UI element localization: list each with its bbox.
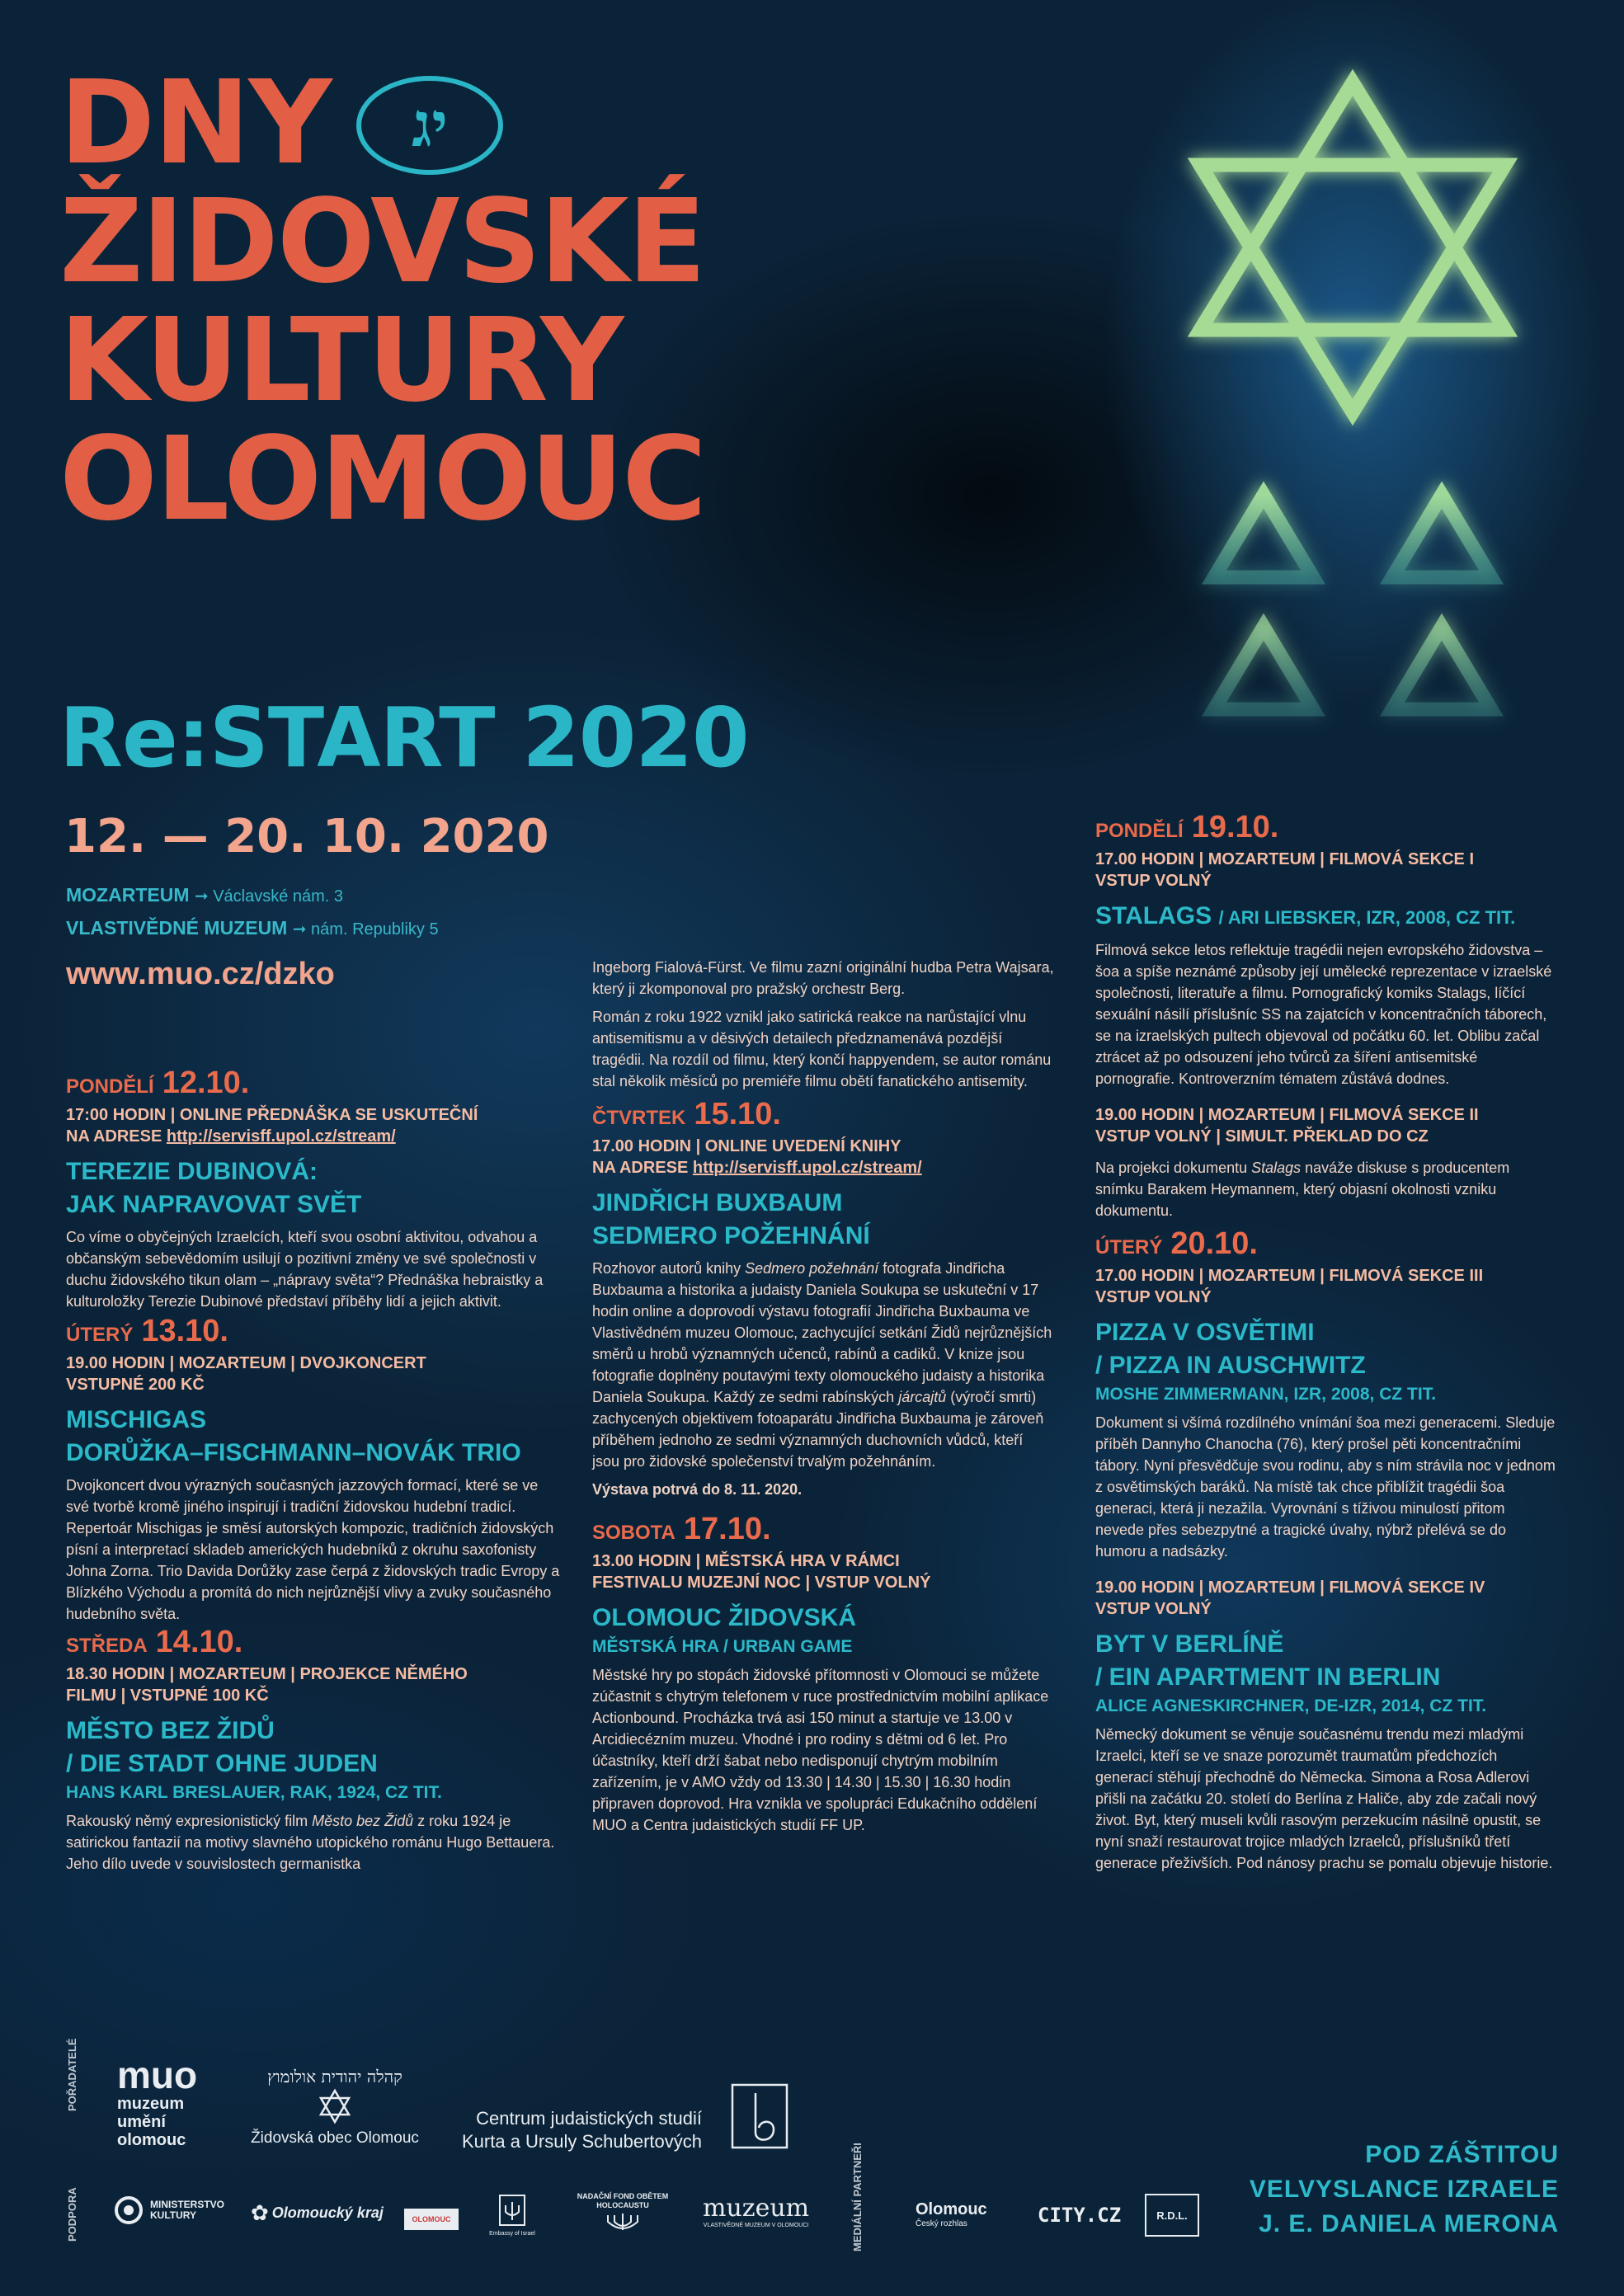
event-entry: VSTUP VOLNÝ xyxy=(1095,1600,1212,1618)
title-line: MĚSTO BEZ ŽIDŮ xyxy=(66,1717,275,1744)
event-address-label: NA ADRESE xyxy=(592,1159,689,1177)
cesky-rozhlas-olomouc-logo xyxy=(916,2200,987,2228)
event-subtitle: MĚSTSKÁ HRA / URBAN GAME xyxy=(592,1637,853,1656)
centre-name-line: Kurta a Ursuly Schubertových xyxy=(462,2131,703,2152)
venue-address: ➞ nám. Republiky 5 xyxy=(292,920,439,939)
vlastivedne-muzeum-logo xyxy=(703,2194,809,2228)
day-name: ČTVRTEK xyxy=(592,1107,686,1129)
sponsor-name: OLOMOUC xyxy=(412,2215,451,2223)
event-entry: VSTUP VOLNÝ xyxy=(1095,872,1212,890)
film-credits: ALICE AGNESKIRCHNER, DE-IZR, 2014, CZ TIT. xyxy=(1095,1696,1487,1715)
event-entry: VSTUP VOLNÝ | SIMULT. PŘEKLAD DO CZ xyxy=(1095,1127,1429,1146)
media-partners-label: MEDIÁLNÍ PARTNEŘI xyxy=(851,2143,864,2251)
muo-logo xyxy=(117,2055,197,2149)
holocaust-fund-logo xyxy=(561,2192,685,2236)
exhibition-note: Výstava potrvá do 8. 11. 2020. xyxy=(592,1481,803,1498)
patronage-note xyxy=(1188,2138,1559,2242)
event-day xyxy=(66,1314,561,1348)
event-description-2: Německý dokument se věnuje současnému trendu mezi mladými Izraelci, kteří se ve snaze porozumět traumatům předchozích generací stěhují přechodně do Německa. Simona a Rosa Adlerovi přišli na začátku 20. století do Berlína z Haliče, aby zde začali nový život. Byt, který museli kvůli rasovým perzekucím násilně opustit, se nyní snaží restaurovat trojice mladých Izraelců, příslušníků třetí generace přeživších. Pod nánosy prachu se pomalu objevuje historie. xyxy=(1095,1726,1553,1871)
stream-link[interactable]: http://servisff.upol.cz/stream/ xyxy=(166,1127,396,1146)
day-name: PONDĚLÍ xyxy=(66,1075,154,1098)
event-title xyxy=(66,1715,561,1781)
title-line-2: ŽIDOVSKÉ xyxy=(59,175,705,309)
venue-name: MOZARTEUM xyxy=(66,884,190,906)
day-name: ÚTERÝ xyxy=(66,1324,134,1346)
title-line: SEDMERO POŽEHNÁNÍ xyxy=(592,1222,870,1249)
community-hebrew-name: קהלה יהודית אולומוץ xyxy=(267,2067,402,2087)
event-day xyxy=(1095,810,1557,845)
event-price: FILMU | VSTUPNÉ 100 KČ xyxy=(66,1687,269,1705)
venue-museum xyxy=(66,917,439,939)
event-mon12 xyxy=(66,1066,561,1312)
event-info xyxy=(1095,849,1557,892)
media-subname: Český rozhlas xyxy=(916,2219,967,2228)
flower-icon: ✿ xyxy=(251,2200,269,2225)
event-entry: FESTIVALU MUZEJNÍ NOC | VSTUP VOLNÝ xyxy=(592,1574,931,1592)
title-line: MISCHIGAS xyxy=(66,1406,207,1433)
title-line: JAK NAPRAVOVAT SVĚT xyxy=(66,1191,362,1218)
event-time-type: 17.00 HODIN | MOZARTEUM | FILMOVÁ SEKCE III xyxy=(1095,1267,1484,1285)
program-column-3 xyxy=(1095,810,1557,1880)
film-title-italic: Město bez Židů xyxy=(312,1813,414,1829)
day-date: 12.10. xyxy=(162,1066,250,1100)
event-description: Dokument si všímá rozdílného vnímání šoa mezi generacemi. Sleduje příběh Dannyho Chanocha (76), který prošel pěti koncentračními tábory. Nyní přesvědčuje svou rodinu, aby s ním strávila noc v jednom z osvětimských baráků. Na místě tak chce přiblížit tragédii šoa generaci, která ji nezažila. Vyrovnání s tíživou minulostí přitom nevede přes sebezpytné a tragické úvahy, nýbrž přelévá se do humoru a nadsázky. xyxy=(1095,1414,1556,1560)
program-column-1 xyxy=(66,1066,561,1881)
event-sat17 xyxy=(592,1512,1054,1836)
support-label: PODPORA xyxy=(66,2187,78,2242)
event-wed14 xyxy=(66,1625,561,1875)
sponsor-name: Embassy of Israel xyxy=(489,2231,535,2237)
event-entry: VSTUP VOLNÝ xyxy=(1095,1288,1212,1306)
sponsor-name: NADAČNÍ FOND OBĚTEM HOLOCAUSTU xyxy=(577,2192,669,2209)
day-name: SOBOTA xyxy=(592,1522,675,1544)
event-description: Rozhovor autorů knihy Sedmero požehnání fotografa Jindřicha Buxbauma a historika a judaisty Daniela Soukupa se uskuteční v 17 hodin online a doprovodí výstavu fotografií Jindřicha Buxbauma ve Vlastivědném muzeu Olomouc, zachycující setkání Židů nejrůznějších směrů u hrobů významných učenců, rabínů a cadiků. V knize jsou fotografie doplněny poutavými texty olomouckého judaisty a historika Daniela Soukupa. Každý ze sedmi rabínských járcajtů (výročí smrti) zachycených objektivem fotoaparátu Jindřicha Buxbauma je zároveň příběhem jednoho ze sedmi významných duchovních vůdců, kteří jsou pro židovské společenství trvalým požehnáním. xyxy=(592,1260,1052,1470)
book-title-italic: Sedmero požehnání xyxy=(745,1260,879,1277)
event-description: Rakouský němý expresionistický film Město bez Židů z roku 1924 je satirickou fantazií na motivy slavného utopického románu Hugo Bettauera. Jeho dílo uvede v souvislostech germanistka xyxy=(66,1813,555,1872)
event-price: VSTUPNÉ 200 KČ xyxy=(66,1376,205,1394)
olomouc-city-logo xyxy=(404,2209,459,2230)
title-line: DORŮŽKA–FISCHMANN–NOVÁK TRIO xyxy=(66,1439,521,1466)
sponsor-name: Olomoucký kraj xyxy=(271,2204,384,2221)
title-line: JINDŘICH BUXBAUM xyxy=(592,1189,843,1216)
festival-website-link[interactable]: www.muo.cz/dzko xyxy=(66,957,335,991)
title-line: / EIN APARTMENT IN BERLIN xyxy=(1095,1663,1441,1691)
event-description-continued: Ingeborg Fialová-Fürst. Ve filmu zazní originální hudba Petra Wajsara, který ji zkomponoval pro pražský orchestr Berg. xyxy=(592,959,1054,997)
event-title xyxy=(66,1155,561,1221)
event-description: Co víme o obyčejných Izraelcích, kteří svou osobní aktivitou, odvahou a občanským sebevědomím usilují o pozitivní změny ve své společnosti v duchu židovského tikun olam – „nápravy světa“? Přednáška hebraistky a kulturoložky Terezie Dubinové představí příběhy lidí a jejich aktivit. xyxy=(66,1229,544,1310)
title-line-3: KULTURY xyxy=(59,294,623,428)
event-day xyxy=(592,1512,1054,1546)
event-info-2 xyxy=(1095,1104,1557,1147)
event-info xyxy=(1095,1265,1557,1308)
patronage-line: J. E. DANIELA MERONA xyxy=(1259,2210,1559,2237)
event-description: Filmová sekce letos reflektuje tragédii nejen evropského židovstva – šoa a spíše neznámé způsoby její umělecké reprezentace v izraelské společnosti, literatuře a filmu. Pornografický komiks Stalags, líčící sexuální násilí příslušníc SS na zajatcích v koncentračních táborech, se na izraelských pultech objevoval od počátku 60. let. Oblibu začal ztrácet až po odsouzení jeho tvůrců za šíření antisemitské pornografie. Kontroverzním tématem zůstává dodnes. xyxy=(1095,942,1552,1087)
term-italic: járcajtů xyxy=(898,1389,947,1405)
title-line: / PIZZA IN AUSCHWITZ xyxy=(1095,1352,1366,1379)
stream-link[interactable]: http://servisff.upol.cz/stream/ xyxy=(692,1159,922,1177)
event-time-type: 17.00 HODIN | MOZARTEUM | FILMOVÁ SEKCE I xyxy=(1095,850,1475,868)
media-name: Olomouc xyxy=(916,2200,987,2218)
jewish-community-logo xyxy=(244,2067,426,2148)
festival-dates: 12. — 20. 10. 2020 xyxy=(64,810,549,863)
olomoucky-kraj-logo xyxy=(251,2200,384,2226)
judaic-studies-centre-logo xyxy=(462,2107,702,2153)
event-description: Dvojkoncert dvou výrazných současných jazzových formací, které se ve své tvorbě kromě jiného inspirují i tradiční židovskou hudební tradicí. Repertoár Mischigas je směsí autorských kompozic, tradičních židovských písní a interpretací skladeb amerických hudebníků z okruhu saxofonisty Johna Zorna. Trio Davida Dorůžky zase čerpá z židovských tradic Evropy a Blízkého Východu a promítá do nich nejrůznější vlivy a zvuky současného hudebního světa. xyxy=(66,1477,560,1622)
ministry-of-culture-logo xyxy=(114,2195,225,2225)
star-of-david-illustration xyxy=(1130,49,1575,792)
venue-address: ➞ Václavské nám. 3 xyxy=(194,887,344,906)
venue-mozarteum xyxy=(66,884,343,906)
day-date: 20.10. xyxy=(1170,1226,1258,1261)
day-date: 19.10. xyxy=(1191,810,1279,845)
menorah-icon xyxy=(598,2210,647,2232)
title-line: BYT V BERLÍNĚ xyxy=(1095,1630,1284,1658)
venue-name: VLASTIVĚDNÉ MUZEUM xyxy=(66,917,288,939)
menorah-emblem-icon xyxy=(498,2194,526,2227)
event-tue13 xyxy=(66,1314,561,1625)
festival-subtitle: Re:START 2020 xyxy=(59,689,749,786)
event-time-type: 17:00 HODIN | ONLINE PŘEDNÁŠKA SE USKUTEČNÍ xyxy=(66,1106,478,1124)
event-time-type: 13.00 HODIN | MĚSTSKÁ HRA V RÁMCI xyxy=(592,1552,900,1570)
organizers-label: POŘADATELÉ xyxy=(66,2038,78,2111)
muo-logo-line: umění xyxy=(117,2113,166,2131)
event-address-label: NA ADRESE xyxy=(66,1127,162,1146)
title-line-4: OLOMOUC xyxy=(59,412,706,547)
day-name: ÚTERÝ xyxy=(1095,1236,1163,1259)
day-date: 13.10. xyxy=(141,1314,228,1348)
day-date: 14.10. xyxy=(155,1625,243,1659)
event-title xyxy=(1095,900,1557,934)
muo-logo-line: muzeum xyxy=(117,2095,185,2113)
patronage-line: POD ZÁŠTITOU xyxy=(1365,2141,1559,2168)
day-name: PONDĚLÍ xyxy=(1095,820,1184,842)
film-credits: HANS KARL BRESLAUER, RAK, 1924, CZ TIT. xyxy=(66,1783,442,1802)
event-info xyxy=(66,1353,561,1395)
centre-name-line: Centrum judaistických studií xyxy=(476,2108,703,2129)
title-line-1: DNY xyxy=(59,56,331,191)
event-time-type: 18.30 HODIN | MOZARTEUM | PROJEKCE NĚMÉHO xyxy=(66,1665,468,1683)
patronage-line: VELVYSLANCE IZRAELE xyxy=(1249,2176,1559,2203)
event-description: Městské hry po stopách židovské přítomnosti v Olomouci se můžete zúčastnit s chytrým telefonem v ruce prostřednictvím mobilní aplikace Actionbound. Procházka trvá asi 150 minut a startuje ve 13.00 v Arcidiecézním muzeu. Vhodné i pro rodiny s dětmi od 6 let. Pro účastníky, kteří drží šabat nebo nedisponují chytrým mobilním zařízením, je v AMO vždy od 13.30 | 14.30 | 15.30 | 16.30 hodin připraven doprovod. Hra vznikla ve spolupráci Edukačního oddělení MUO a Centra judaistických studií FF UP. xyxy=(592,1667,1049,1833)
hebrew-year-badge: יג xyxy=(356,76,503,175)
event-info xyxy=(592,1136,1054,1179)
event-description-2: Na projekci dokumentu Stalags naváže diskuse s producentem snímku Barakem Heymannem, který objasní okolnosti vzniku dokumentu. xyxy=(1095,1160,1510,1219)
event-info xyxy=(592,1550,1054,1593)
title-line: / DIE STADT OHNE JUDEN xyxy=(66,1750,378,1777)
event-time-type: 19.00 HODIN | MOZARTEUM | FILMOVÁ SEKCE IV xyxy=(1095,1578,1485,1597)
event-day xyxy=(66,1066,561,1100)
sponsor-name: MINISTERSTVO KULTURY xyxy=(150,2199,225,2221)
day-date: 15.10. xyxy=(694,1097,781,1132)
event-title xyxy=(592,1187,1054,1253)
title-line: PIZZA V OSVĚTIMI xyxy=(1095,1319,1315,1346)
muo-logo-line: olomouc xyxy=(117,2131,186,2149)
title-line: STALAGS xyxy=(1095,902,1212,929)
program-column-2 xyxy=(592,957,1054,1842)
event-time-type: 19.00 HODIN | MOZARTEUM | FILMOVÁ SEKCE II xyxy=(1095,1106,1479,1124)
event-title-2 xyxy=(1095,1628,1557,1694)
sponsor-subname: VLASTIVĚDNÉ MUZEUM V OLOMOUCI xyxy=(703,2223,809,2228)
ministry-emblem-icon xyxy=(114,2195,144,2225)
city-cz-logo: CITY.CZ xyxy=(1038,2204,1122,2227)
film-credits: MOSHE ZIMMERMANN, IZR, 2008, CZ TIT. xyxy=(1095,1385,1437,1404)
event-title xyxy=(66,1404,561,1470)
event-thu15 xyxy=(592,1097,1054,1500)
embassy-of-israel-logo xyxy=(483,2194,541,2237)
event-mon19 xyxy=(1095,810,1557,1221)
event-day xyxy=(1095,1226,1557,1261)
event-day xyxy=(66,1625,561,1659)
day-date: 17.10. xyxy=(683,1512,771,1546)
community-name: Židovská obec Olomouc xyxy=(251,2129,419,2147)
film-title-italic: Stalags xyxy=(1251,1160,1302,1176)
day-name: STŘEDA xyxy=(66,1635,148,1657)
event-time-type: 17.00 HODIN | ONLINE UVEDENÍ KNIHY xyxy=(592,1137,901,1155)
event-info-2 xyxy=(1095,1577,1557,1620)
event-title: OLOMOUC ŽIDOVSKÁ xyxy=(592,1604,856,1631)
event-time-type: 19.00 HODIN | MOZARTEUM | DVOJKONCERT xyxy=(66,1354,426,1372)
event-day xyxy=(592,1097,1054,1132)
muo-logo-mark: muo xyxy=(117,2054,198,2096)
media-name: R.D.L. xyxy=(1156,2209,1188,2222)
event-info xyxy=(66,1104,561,1147)
event-title xyxy=(1095,1316,1557,1382)
star-of-david-icon xyxy=(316,2087,354,2125)
judaic-studies-emblem-icon xyxy=(731,2083,788,2149)
film-credits: / ARI LIEBSKER, IZR, 2008, CZ TIT. xyxy=(1218,907,1516,928)
event-description-2: Román z roku 1922 vznikl jako satirická reakce na narůstající vlnu antisemitismu a v děsivých detailech předznamenává pozdější tragédii. Na rozdíl od filmu, který končí happyendem, se autor románu stal několik měsíců po premiéře filmu obětí fanatického antisemity. xyxy=(592,1009,1052,1089)
event-tue20 xyxy=(1095,1226,1557,1874)
event-info xyxy=(66,1663,561,1706)
sponsor-name: muzeum xyxy=(703,2194,810,2223)
title-line: TEREZIE DUBINOVÁ: xyxy=(66,1158,318,1185)
